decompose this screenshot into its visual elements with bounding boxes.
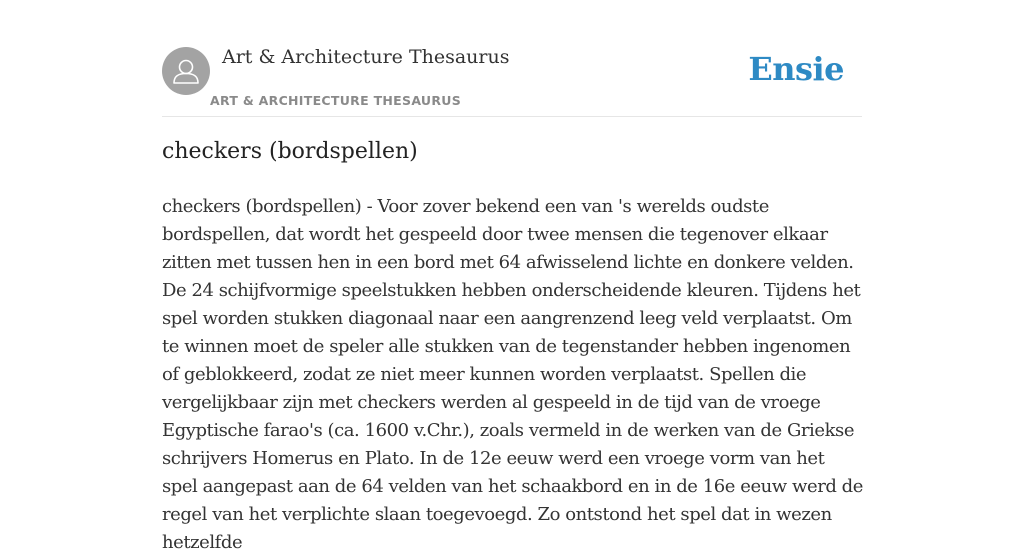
article-title: checkers (bordspellen) (162, 139, 418, 164)
header (162, 44, 862, 117)
article-body: checkers (bordspellen) - Voor zover bekend een van 's werelds oudste bordspellen, dat wordt het gespeeld door twee mensen die tegenover elkaar zitten met tussen hen in een bord met 64 afwisselend lichte en donkere velden. De 24 schijfvormige speelstukken hebben onderscheidende kleuren. Tijdens het spel worden stukken diagonaal naar een aangrenzend leeg veld verplaatst. Om te winnen moet de speler alle stukken van de tegenstander hebben ingenomen of geblokkeerd, zodat ze niet meer kunnen worden verplaatst. Spellen die vergelijkbaar zijn met checkers werden al gespeeld in de tijd van de vroege Egyptische farao's (ca. 1600 v.Chr.), zoals vermeld in de werken van de Griekse schrijvers Homerus en Plato. In de 12e eeuw werd een vroege vorm van het spel aangepast aan de 64 velden van het schaakbord en in de 16e eeuw werd de regel van het verplichte slaan toegevoegd. Zo ontstond het spel dat in wezen hetzelfde (162, 196, 863, 553)
user-silhouette-icon[interactable] (162, 47, 210, 95)
ensie-logo[interactable]: Ensie (748, 50, 844, 88)
source-subtitle: ART & ARCHITECTURE THESAURUS (210, 93, 462, 108)
source-title-link[interactable]: Art & Architecture Thesaurus (222, 46, 510, 68)
